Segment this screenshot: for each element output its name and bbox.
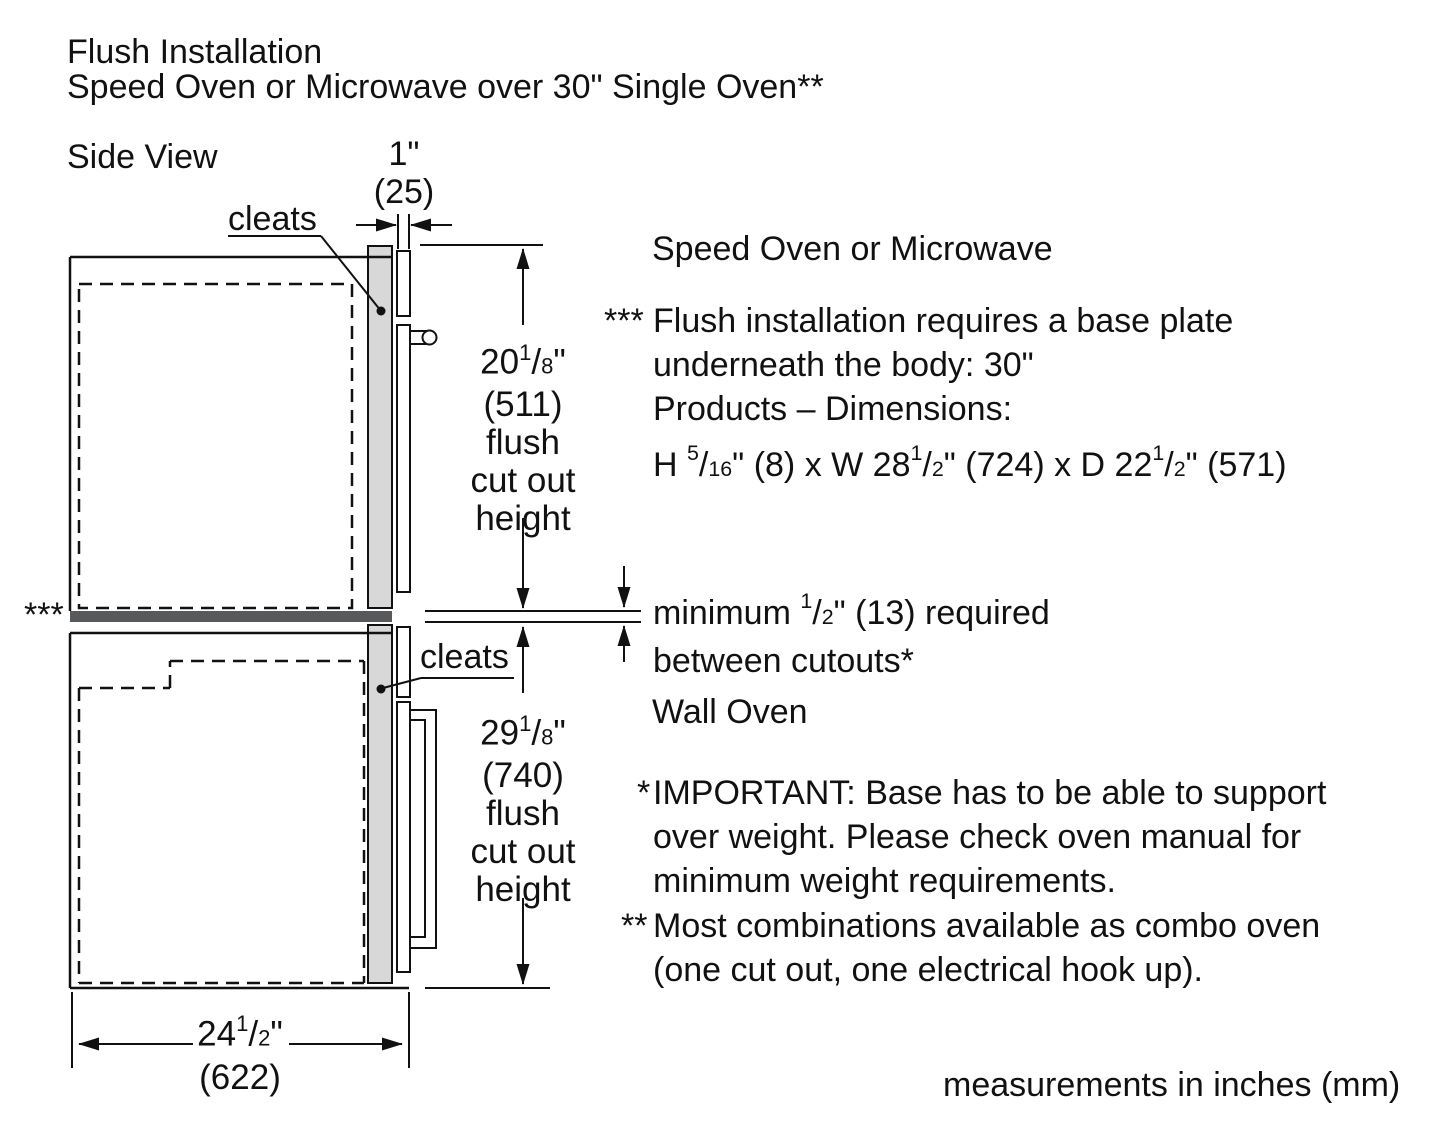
upper-door-main-panel xyxy=(397,325,410,592)
dim-1-inch xyxy=(356,214,452,249)
dim-upper-height-label: $20^1/8$" (511) flush cut out height xyxy=(433,334,613,538)
dim-upper-mm: (511) xyxy=(483,384,563,424)
dim-1in-mm: (25) xyxy=(373,173,435,211)
dim-upper-inches: $20^1/8$" xyxy=(480,340,566,382)
dim-lower-inches: $29^1/8$" xyxy=(480,711,566,753)
base-plate-bar xyxy=(70,611,392,622)
page-title-line2: Speed Oven or Microwave over 30" Single Oven** xyxy=(67,68,824,106)
lower-door-top-panel xyxy=(397,627,410,697)
lower-cleats-label: cleats xyxy=(420,638,509,676)
upper-cleats-label: cleats xyxy=(228,200,317,238)
base-plate-marker: *** xyxy=(24,596,64,634)
note-important-marker: * xyxy=(637,774,651,812)
upper-door-top-panel xyxy=(397,251,410,316)
dim-lower-mm: (740) xyxy=(482,755,564,795)
dim-1in-inches: 1" xyxy=(388,135,420,173)
dim-width-mm: (622) xyxy=(199,1058,281,1098)
lower-door-main-panel xyxy=(397,702,410,972)
upper-product-label: Speed Oven or Microwave xyxy=(652,230,1053,268)
upper-cutout-dashed-outline xyxy=(79,284,352,608)
note-base-plate: *** Flush installation requires a base plate underneath the body: 30" Products – Dimensions: H $^5$/16" (8) x W $28^1/2$" (724) x D $22^1/2$" (571) xyxy=(653,299,1287,491)
note-min-gap: minimum $^1$/2" (13) required between cutouts* xyxy=(653,589,1050,680)
dim-width-label xyxy=(140,1004,340,1098)
product-dimensions-line: H $^5$/16" (8) x W $28^1/2$" (724) x D $22^1/2$" (571) xyxy=(653,441,1287,484)
note-combo-marker: ** xyxy=(621,907,648,945)
lower-door-handle-gap xyxy=(410,720,425,937)
lower-cleat-bar xyxy=(368,625,392,983)
units-footer: measurements in inches (mm) xyxy=(943,1066,1401,1104)
lower-cutout-dashed-outline xyxy=(79,661,364,983)
note-important: *IMPORTANT: Base has to be able to support over weight. Please check oven manual for minimum weight requirements. xyxy=(653,771,1326,903)
upper-cleats-leader xyxy=(228,236,386,316)
lower-product-label: Wall Oven xyxy=(652,693,808,731)
dim-lower-height-label: $29^1/8$" (740) flush cut out height xyxy=(433,705,613,909)
note-combo: ** Most combinations available as combo oven (one cut out, one electrical hook up). xyxy=(653,904,1320,992)
upper-oven-side-view xyxy=(70,246,437,611)
note-base-plate-marker: *** xyxy=(604,302,644,340)
view-label: Side View xyxy=(67,138,218,176)
page-title-line1: Flush Installation xyxy=(67,33,323,71)
dim-width-inches: $24^1/2$" xyxy=(197,1011,283,1054)
lower-oven-side-view xyxy=(70,625,436,988)
